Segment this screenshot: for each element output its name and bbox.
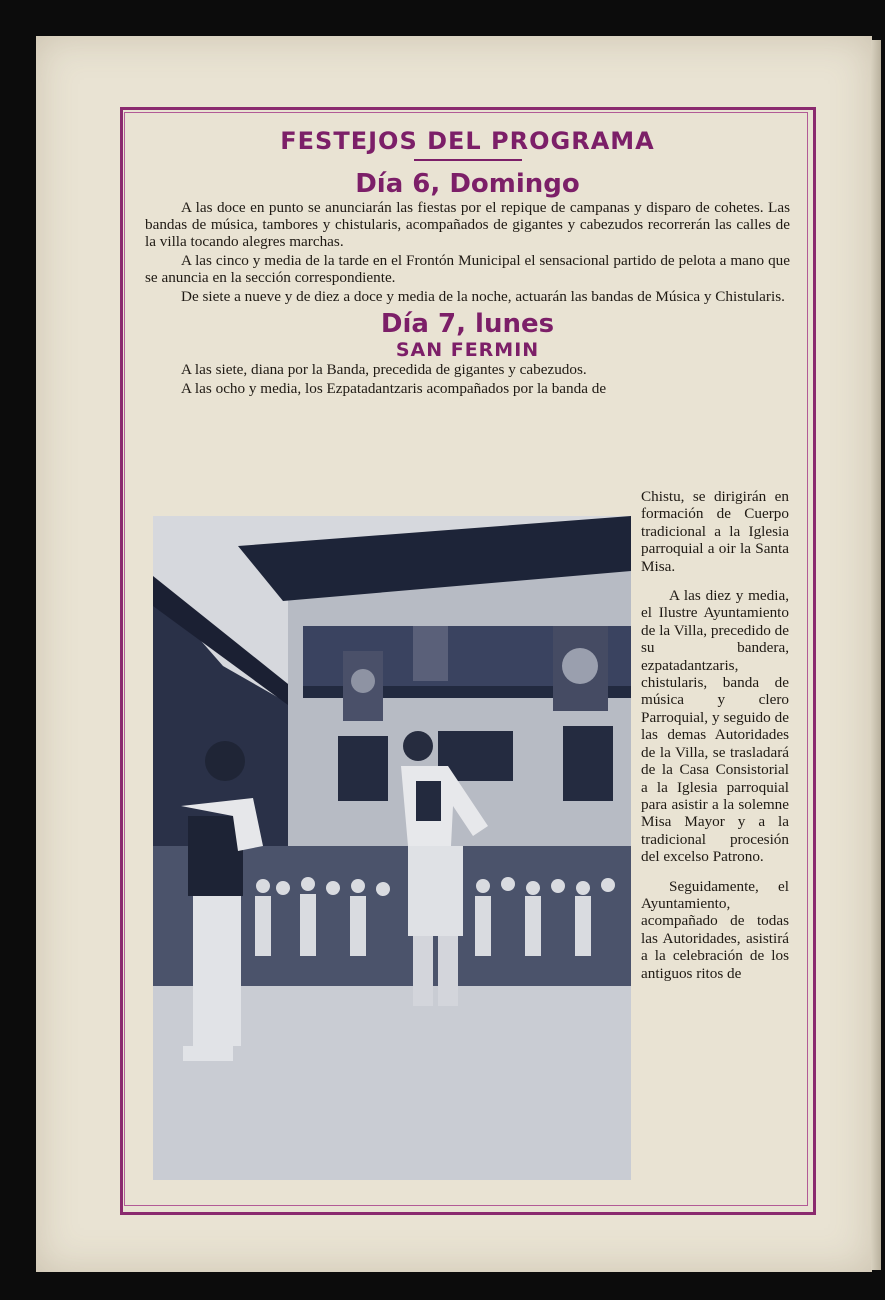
page-right-edge bbox=[871, 40, 881, 1270]
day7-side-column bbox=[641, 488, 789, 982]
program-content bbox=[145, 126, 790, 1196]
day6-title: Día 6, Domingo bbox=[355, 169, 580, 199]
day7-title: Día 7, lunes bbox=[380, 309, 555, 339]
day7-column-paragraph-3: Seguidamente, el Ayuntamiento, acompañado de todas las Autoridades, asistirá a la celebración de los antiguos ritos de bbox=[641, 877, 789, 982]
day6-paragraph-3: De siete a nueve y de diez a doce y media de la noche, actuarán las bandas de Música y Chistularis. bbox=[181, 288, 785, 305]
ezpatadantzaris-photo bbox=[153, 516, 631, 1180]
day7-column-paragraph-1: Chistu, se dirigirán en formación de Cuerpo tradicional a la Iglesia parroquial a oir la Santa Misa. bbox=[641, 488, 789, 575]
day7-paragraph-1: A las siete, diana por la Banda, precedida de gigantes y cabezudos. bbox=[181, 361, 587, 378]
day7-paragraph-2: A las ocho y media, los Ezpatadantzaris acompañados por la banda de bbox=[181, 380, 607, 397]
day6-paragraph-1: A las doce en punto se anunciarán las fiestas por el repique de campanas y disparo de cohetes. Las bandas de música, tambores y chistularis, acompañados de gigantes y cabezudos recorrerán las calles de la villa tocando alegres marchas. bbox=[145, 199, 790, 250]
title-underline bbox=[414, 159, 522, 161]
day6-paragraph-2: A las cinco y media de la tarde en el Frontón Municipal el sensacional partido de pelota a mano que se anuncia en la sección correspondiente. bbox=[145, 252, 790, 286]
page-title: FESTEJOS DEL PROGRAMA bbox=[280, 127, 655, 155]
day7-subtitle: SAN FERMIN bbox=[395, 339, 540, 361]
day7-column-paragraph-2: A las diez y media, el Ilustre Ayuntamiento de la Villa, precedido de su bandera, ezpatadantzaris, chistularis, banda de música y clero Parroquial, y seguido de las demas Autoridades de la Villa, se trasladará de la Casa Consistorial a la Iglesia parroquial para asistir a la solemne Misa Mayor y a la tradicional procesión del excelso Patrono. bbox=[641, 587, 789, 866]
